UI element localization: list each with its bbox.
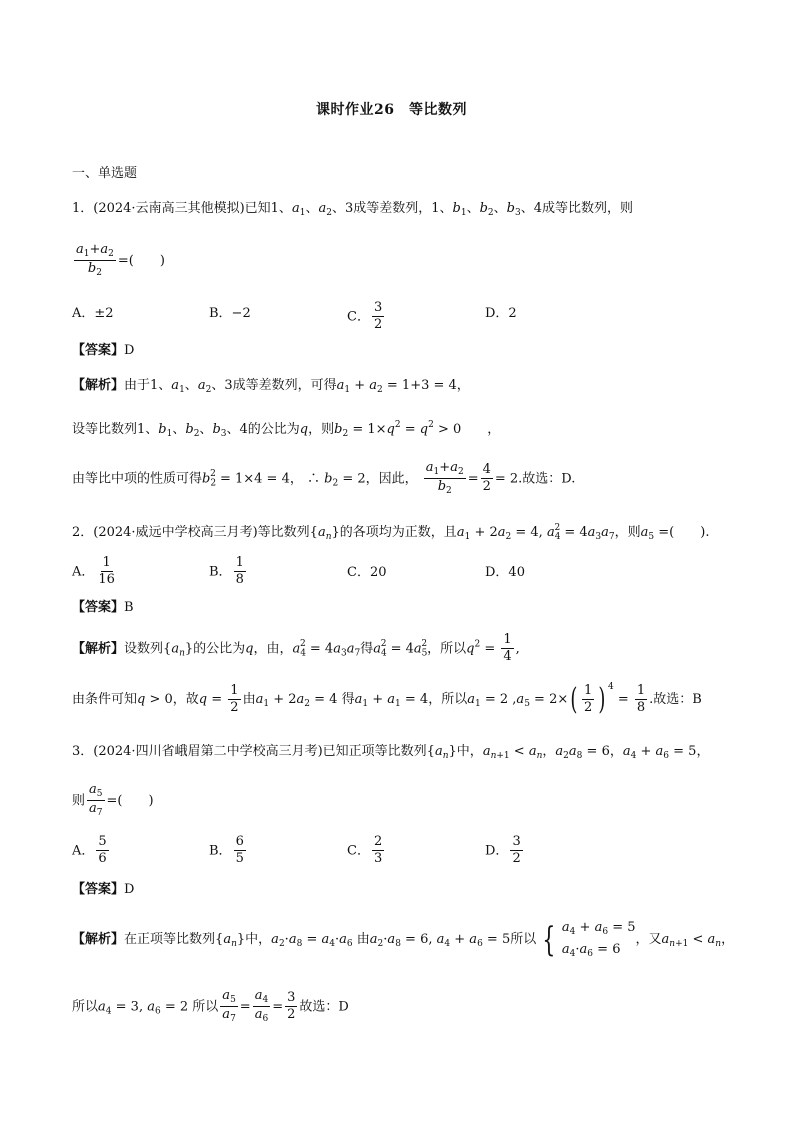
question-3-options xyxy=(0,834,794,872)
question-source: (2024·云南高三其他模拟) xyxy=(93,201,245,216)
option-a: A． $\frac{5}{6}$ xyxy=(72,834,107,867)
option-b: B． $\frac{1}{8}$ xyxy=(209,555,244,588)
question-number: 3． xyxy=(72,744,94,759)
option-d: D．2 xyxy=(485,306,517,321)
question-source: (2024·四川省峨眉第二中学校高三月考) xyxy=(93,744,323,759)
question-1-stem: 1．(2024·云南高三其他模拟)已知1、$a_1$、$a_2$、3成等差数列，1、$b_1$、$b_2$、$b_3$、4成等比数列，则 xyxy=(72,201,633,218)
option-b: B．−2 xyxy=(209,306,251,321)
question-1-ask: $\frac{a_1+a_2}{b_2}$ =( ) xyxy=(76,242,165,279)
question-3-stem: 3．(2024·四川省峨眉第二中学校高三月考)已知正项等比数列$\{a_n\}$中，$a_{n+1} < a_n$，$a_2a_8 = 6$，$a_4 + a_6 = 5$， xyxy=(72,744,710,761)
option-d: D． $\frac{3}{2}$ xyxy=(485,834,521,867)
answer-2: 【答案】B xyxy=(72,600,134,615)
option-c: C． $\frac{2}{3}$ xyxy=(347,834,383,867)
question-source: (2024·威远中学校高三月考) xyxy=(93,525,258,540)
option-b: B． $\frac{6}{5}$ xyxy=(209,834,244,867)
fraction: $\frac{a_1+a_2}{b_2}$ xyxy=(76,242,114,279)
question-3-ask: 则 $\frac{a_5}{a_7}$ =( ) xyxy=(72,782,154,819)
analysis-3-line-1: 【解析】在正项等比数列$\{a_n\}$中，$a_2\cdot a_8 = a_4\cdot a_6$ 由$a_2\cdot a_8 = 6$, $a_4 + a_6 = 5$所以 { $a_4 + a_6 = 5$ $a_4\cdot a_6 = 6$ ，又$a_{n+1} < a_n$， xyxy=(72,919,735,960)
question-number: 2． xyxy=(72,525,94,540)
analysis-1-line-2: 设等比数列1、$b_1$、$b_2$、$b_3$、4的公比为q，则$b_2 = 1\times q^2 = q^2 > 0$ ， xyxy=(72,420,501,439)
section-heading: 一、单选题 xyxy=(72,166,138,181)
analysis-1-line-1: 【解析】由于1、$a_1$、$a_2$、3成等差数列，可得$a_1 + a_2 = 1+3 = 4$， xyxy=(72,378,470,395)
page-title: 课时作业26 等比数列 xyxy=(316,102,467,118)
question-number: 1． xyxy=(72,201,94,216)
question-2-options xyxy=(0,555,794,591)
option-c: C． $\frac{3}{2}$ xyxy=(347,300,383,333)
analysis-3-line-2: 所以$a_4 = 3$, $a_6 = 2$ 所以 $\frac{a_5}{a_7}$ = $\frac{a_4}{a_6}$ = $\frac{3}{2}$ 故选：D xyxy=(72,988,349,1025)
equation-system: { $a_4 + a_6 = 5$ $a_4\cdot a_6 = 6$ xyxy=(542,919,636,960)
option-d: D．40 xyxy=(485,565,525,580)
answer-1: 【答案】D xyxy=(72,343,135,358)
question-1-options xyxy=(0,300,794,336)
question-2-stem: 2．(2024·威远中学校高三月考)等比数列$\{a_n\}$的各项均为正数，且$a_1 + 2a_2 = 4$, $a_4^2 = 4a_3a_7$，则$a_5$ =( ). xyxy=(72,523,710,542)
option-c: C．20 xyxy=(347,565,387,580)
option-a: A．±2 xyxy=(72,306,114,321)
answer-3: 【答案】D xyxy=(72,882,135,897)
analysis-2-line-2: 由条件可知q > 0，故q = $\frac{1}{2}$ 由$a_1 + 2a_2 = 4$ 得$a_1 + a_1 = 4$，所以$a_1 = 2$ $,a_5 = 2\times$ ( $\frac{1}{2}$ ) $^4$ = $\frac{1}{8}$ .故选：B xyxy=(72,681,702,717)
analysis-1-line-3: 由等比中项的性质可得$b_2^2 = 1\times 4 = 4$， ∴ $b_2 = 2$，因此， $\frac{a_1+a_2}{b_2}$ = $\frac{4}{2}$ = 2.故选：D. xyxy=(72,460,576,497)
analysis-2-line-1: 【解析】设数列$\{a_n\}$的公比为q，由，$a_4^2 = 4a_3a_7$得$a_4^2 = 4a_5^2$，所以$q^2$ = $\frac{1}{4}$ , xyxy=(72,632,520,665)
option-a: A． $\frac{1}{16}$ xyxy=(72,555,115,588)
